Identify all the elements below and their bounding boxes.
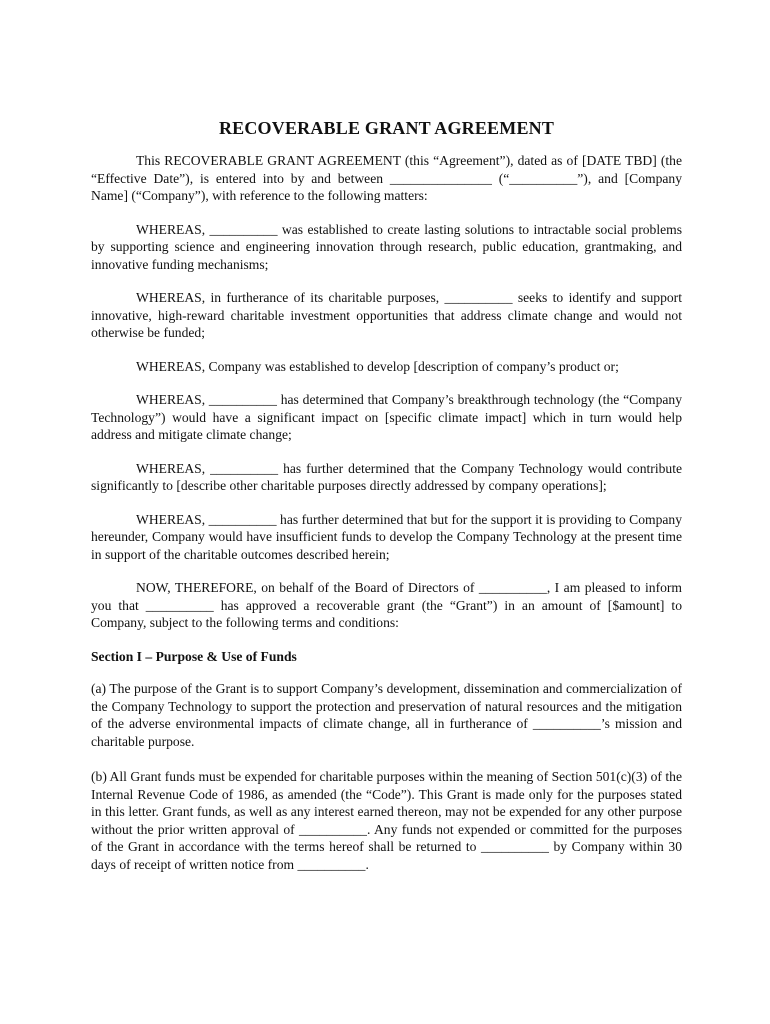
document-page: [91, 116, 682, 889]
document-title: [91, 116, 682, 140]
now-therefore-paragraph: NOW, THEREFORE, on behalf of the Board of Directors of __________, I am pleased to inform you that __________ has approved a recoverable grant (the “Grant”) in an amount of [$amount] to Company, subject to the following terms and conditions:: [91, 580, 682, 630]
whereas-paragraph-5: WHEREAS, __________ has further determined that the Company Technology would contribute significantly to [describe other charitable purposes directly addressed by company operations];: [91, 460, 682, 493]
whereas-paragraph-3: WHEREAS, Company was established to develop [description of company’s product or;: [136, 358, 619, 374]
whereas-paragraph-4: WHEREAS, __________ has determined that Company’s breakthrough technology (the “Company Technology”) would have a significant impact on [specific climate impact] which in turn would help address and mitigate climate change;: [91, 392, 682, 442]
intro-paragraph: This RECOVERABLE GRANT AGREEMENT (this “Agreement”), dated as of [DATE TBD] (the “Effective Date”), is entered into by and between _______________ (“__________”), and [Company Name] (“Company”), with reference to the following matters:: [91, 153, 682, 203]
section-1-clause-b: (b) All Grant funds must be expended for charitable purposes within the meaning of Section 501(c)(3) of the Internal Revenue Code of 1986, as amended (the “Code”). This Grant is made only for the purposes stated in this letter. Grant funds, as well as any interest earned thereon, may not be expended for any other purpose without the prior written approval of __________. Any funds not expended or committed for the purposes of the Grant in accordance with the terms hereof shall be returned to __________ by Company within 30 days of receipt of written notice from __________.: [91, 769, 682, 872]
document-title-text: RECOVERABLE GRANT AGREEMENT: [218, 118, 555, 138]
whereas-paragraph-2: WHEREAS, in furtherance of its charitable purposes, __________ seeks to identify and support innovative, high-reward charitable investment opportunities that address climate change and would not otherwise be funded;: [91, 290, 682, 340]
whereas-paragraph-6: WHEREAS, __________ has further determined that but for the support it is providing to Company hereunder, Company would have insufficient funds to develop the Company Technology at the present time in support of the charitable outcomes described herein;: [91, 511, 682, 562]
whereas-paragraph-1: WHEREAS, __________ was established to create lasting solutions to intractable social problems by supporting science and engineering innovation through research, public education, grantmaking, and innovative funding mechanisms;: [91, 221, 682, 272]
section-1-heading: Section I – Purpose & Use of Funds: [91, 648, 297, 664]
section-1-clause-a: (a) The purpose of the Grant is to support Company’s development, dissemination and commercialization of the Company Technology to support the protection and preservation of natural resources and the mitigation of the adverse environmental impacts of climate change, all in furtherance of __________’s mission and charitable purpose.: [91, 681, 682, 749]
